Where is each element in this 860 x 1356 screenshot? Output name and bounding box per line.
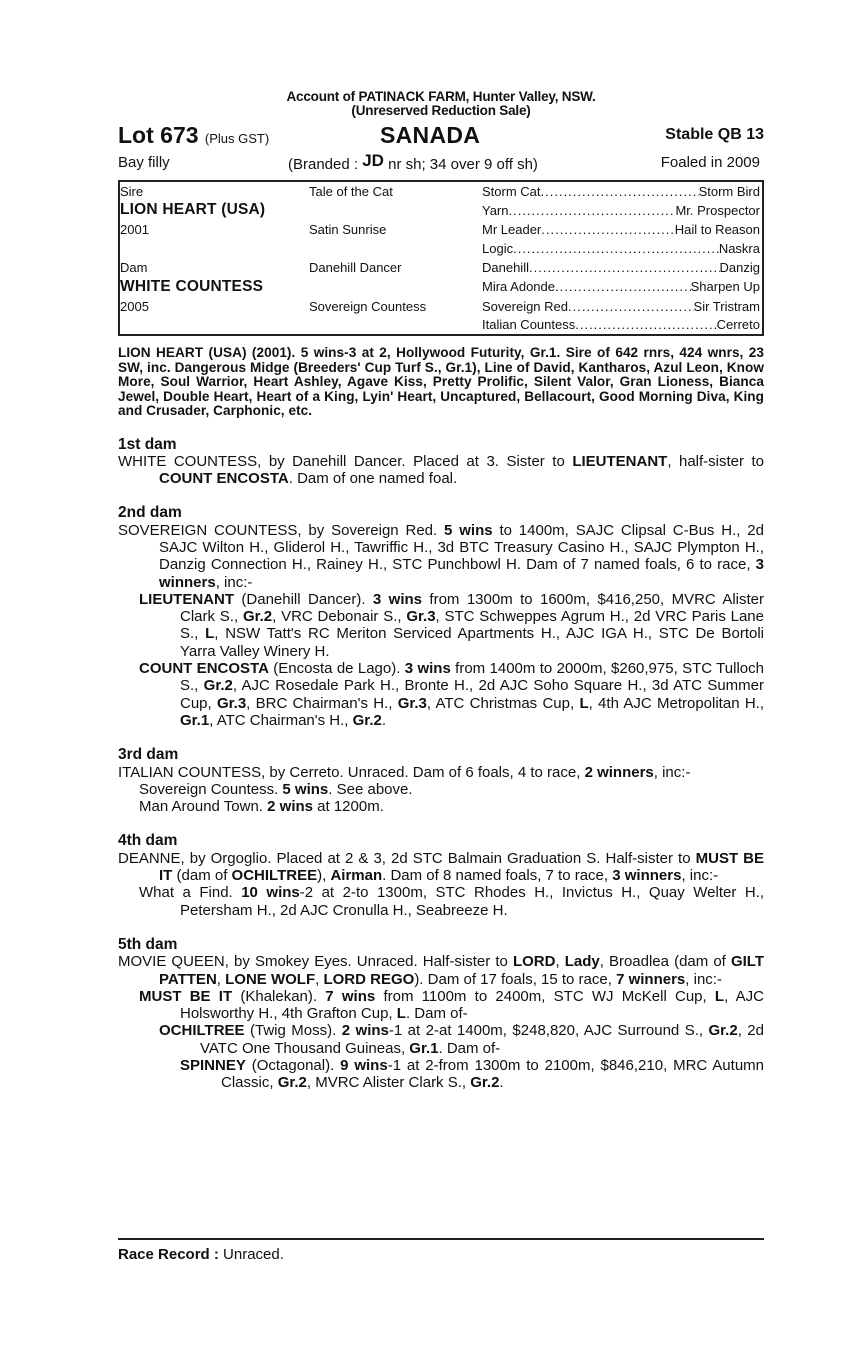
dam-paragraph: SOVEREIGN COUNTESS, by Sovereign Red. 5 wins to 1400m, SAJC Clipsal C-Bus H., 2d SAJC Wilton H., Gliderol H., Tawriffic H., 3d BTC Treasury Casino H., SAJC Plympton H., Danzig Connection H., Rainey H., STC Punchbowl H. Dam of 7 named foals, 6 to race, 3 winners, inc:- [118,521,764,591]
catalogue-page [118,90,764,1092]
vendor-account [118,90,764,118]
stable-number: Stable QB 13 [665,126,764,143]
sire-dam: Satin Sunrise [309,222,387,237]
lot-header [118,122,764,152]
dam-name: WHITE COUNTESS [120,278,264,295]
race-record-label: Race Record : [118,1246,219,1263]
third-dam-section [118,746,764,815]
pedigree-table [118,180,764,336]
sale-type: (Unreserved Reduction Sale) [351,103,531,118]
ancestor-row: Yarn ..... Mr. Prospector [482,203,760,218]
horse-description: Bay filly [118,154,170,171]
dam-dam: Sovereign Countess [309,299,427,314]
sire-year: 2001 [120,222,149,237]
section-title: 1st dam [118,435,177,453]
first-dam-section [118,436,764,488]
foaled-year: Foaled in 2009 [660,154,760,171]
dam-label: Dam [120,260,148,275]
dam-paragraph: MOVIE QUEEN, by Smokey Eyes. Unraced. Half-sister to LORD, Lady, Broadlea (dam of GILT PATTEN, LONE WOLF, LORD REGO). Dam of 17 foals, 15 to race, 7 winners, inc:- [118,953,764,988]
race-record-value: Unraced. [223,1246,284,1263]
fourth-dam-section [118,832,764,918]
ancestor-row: Sovereign Red ..... Sir Tristram [482,299,760,314]
section-title: 3rd dam [118,746,179,764]
second-dam-section [118,504,764,729]
ancestor-row: Storm Cat ..... Storm Bird [482,184,760,199]
sire-name: LION HEART (USA) [120,201,266,218]
dam-paragraph: WHITE COUNTESS, by Danehill Dancer. Placed at 3. Sister to LIEUTENANT, half-sister to COUNT ENCOSTA. Dam of one named foal. [118,452,765,488]
dam-sire: Danehill Dancer [309,260,402,275]
dam-year: 2005 [120,299,149,314]
sire-sire: Tale of the Cat [309,184,393,199]
gst-note: (Plus GST) [204,131,270,146]
account-line: Account of PATINACK FARM, Hunter Valley, NSW. [286,89,596,104]
progeny-entry: OCHILTREE (Twig Moss). 2 wins-1 at 2-at 1400m, $248,820, AJC Surround S., Gr.2, 2d VATC One Thousand Guineas, Gr.1. Dam of- [159,1022,764,1057]
progeny-entry: Sovereign Countess. 5 wins. See above. [139,780,413,798]
progeny-entry: MUST BE IT (Khalekan). 7 wins from 1100m to 2400m, STC WJ McKell Cup, L, AJC Holsworthy H., 4th Grafton Cup, L. Dam of- [139,987,764,1023]
section-title: 2nd dam [118,504,182,522]
dam-paragraph: ITALIAN COUNTESS, by Cerreto. Unraced. Dam of 6 foals, 4 to race, 2 winners, inc:- [118,763,691,781]
progeny-entry: LIEUTENANT (Danehill Dancer). 3 wins from 1300m to 1600m, $416,250, MVRC Alister Clark S., Gr.2, VRC Debonair S., Gr.3, STC Schweppes Agrum H., 2d VRC Paris Lane S., L, NSW Tatt's RC Meriton Serviced Apartments H., AJC IGA H., STC De Bortoli Yarra Valley Winery H. [139,590,764,660]
race-record [118,1238,764,1263]
horse-name: SANADA [380,122,481,148]
ancestor-row: Danehill ..... Danzig [482,260,760,275]
dam-paragraph: DEANNE, by Orgoglio. Placed at 2 & 3, 2d STC Balmain Graduation S. Half-sister to MUST BE IT (dam of OCHILTREE), Airman. Dam of 8 named foals, 7 to race, 3 winners, inc:- [118,849,765,885]
ancestor-row: Mr Leader ..... Hail to Reason [482,222,760,237]
brand-mark: JD [362,151,384,170]
lot-number: Lot 673 (Plus GST) [118,122,270,148]
progeny-entry: SPINNEY (Octagonal). 9 wins-1 at 2-from 1300m to 2100m, $846,210, MRC Autumn Classic, Gr.2, MVRC Alister Clark S., Gr.2. [180,1057,764,1092]
horse-details [118,152,764,178]
progeny-entry: COUNT ENCOSTA (Encosta de Lago). 3 wins from 1400m to 2000m, $260,975, STC Tulloch S., Gr.2, AJC Rosedale Park H., Bronte H., 2d AJC Soho Square H., 3d ATC Summer Cup, Gr.3, BRC Chairman's H., Gr.3, ATC Christmas Cup, L, 4th AJC Metropolitan H., Gr.1, ATC Chairman's H., Gr.2. [139,660,764,729]
progeny-entry: What a Find. 10 wins-2 at 2-to 1300m, STC Rhodes H., Invictus H., Quay Welter H., Petersham H., 2d AJC Cronulla H., Seabreeze H. [139,884,764,919]
fifth-dam-section [118,936,764,1092]
sire-label: Sire [120,184,144,199]
section-title: 5th dam [118,935,178,953]
brand-info: (Branded : JD nr sh; 34 over 9 off sh) [288,151,538,173]
progeny-entry: Man Around Town. 2 wins at 1200m. [139,798,384,816]
ancestor-row: Mira Adonde ..... Sharpen Up [482,279,760,294]
sire-summary: LION HEART (USA) (2001). 5 wins-3 at 2, Hollywood Futurity, Gr.1. Sire of 642 rnrs, 424 wnrs, 23 SW, inc. Dangerous Midge (Breeders' Cup Turf S., Gr.1), Line of David, Kantharos, Azul Leon, Know More, Soul Warrior, Heart Ashley, Agave Kiss, Pretty Prolific, Silent Valor, Gran Lioness, Bianca Jewel, Double Heart, Heart of a King, Lyin' Heart, Uncaptured, Bellacourt, Good Morning Diva, King and Crusader, Carphonic, etc. [118,345,764,418]
section-title: 4th dam [118,832,178,850]
ancestor-row: Italian Countess ..... Cerreto [482,317,760,332]
ancestor-row: Logic ..... Naskra [482,241,760,256]
